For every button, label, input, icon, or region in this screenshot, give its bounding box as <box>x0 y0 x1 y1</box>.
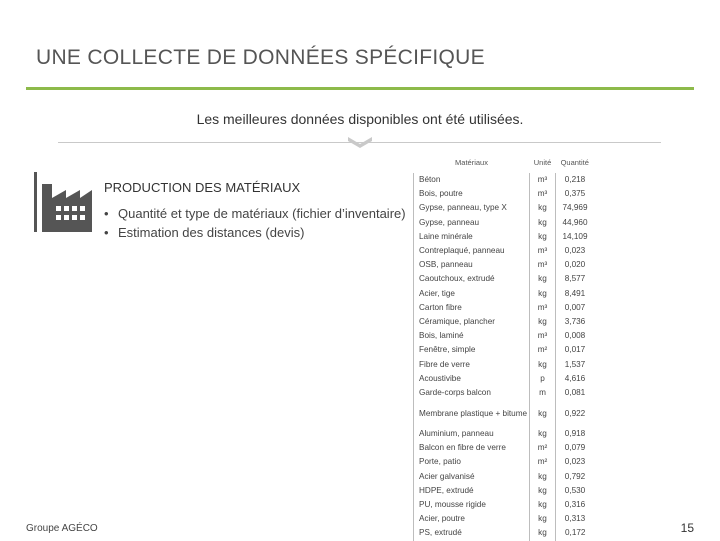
table-row <box>414 187 595 201</box>
footer-organization: Groupe AGÉCO <box>26 523 98 534</box>
unit-cell: m³ <box>530 301 556 315</box>
quantity-cell: 0,922 <box>564 408 586 418</box>
quantity-cell: 0,023 <box>564 246 586 256</box>
material-cell: Gypse, panneau, type X <box>414 201 530 215</box>
material-cell: PS, extrudé <box>414 526 530 540</box>
table-row <box>414 372 595 386</box>
quantity-cell: 0,017 <box>564 345 586 355</box>
unit-cell: kg <box>530 201 556 215</box>
chevron-down-icon <box>346 133 374 149</box>
table-row <box>414 329 595 343</box>
material-cell: Balcon en fibre de verre <box>414 441 530 455</box>
unit-cell: m² <box>530 441 556 455</box>
unit-cell: kg <box>530 287 556 301</box>
unit-cell: m <box>530 386 556 400</box>
quantity-cell: 0,007 <box>564 302 586 312</box>
table-row <box>414 244 595 258</box>
unit-cell: kg <box>530 357 556 371</box>
unit-cell: kg <box>530 272 556 286</box>
column-header-materials: Matériaux <box>455 157 488 167</box>
quantity-cell: 8,577 <box>564 274 586 284</box>
quantity-cell: 0,918 <box>564 429 586 439</box>
material-cell: Acier, poutre <box>414 512 530 526</box>
material-cell: Céramique, plancher <box>414 315 530 329</box>
quantity-cell: 1,537 <box>564 359 586 369</box>
unit-cell: m³ <box>530 173 556 187</box>
material-cell: HDPE, extrudé <box>414 484 530 498</box>
quantity-cell: 0,316 <box>564 500 586 510</box>
table-row <box>414 386 595 400</box>
unit-cell: kg <box>530 470 556 484</box>
table-row <box>414 230 595 244</box>
quantity-cell: 0,530 <box>564 485 586 495</box>
material-cell: Porte, patio <box>414 455 530 469</box>
quantity-cell: 4,616 <box>564 373 586 383</box>
unit-cell: m³ <box>530 244 556 258</box>
unit-cell: kg <box>530 512 556 526</box>
bullet-item: • Quantité et type de matériaux (fichier d’inventaire) <box>104 204 406 223</box>
material-cell: Membrane plastique + bitume <box>414 400 530 427</box>
table-row <box>414 301 595 315</box>
unit-cell: m³ <box>530 258 556 272</box>
table-row <box>414 201 595 215</box>
unit-cell: kg <box>530 526 556 540</box>
unit-cell: kg <box>530 400 556 427</box>
material-cell: Aluminium, panneau <box>414 427 530 441</box>
quantity-cell: 0,023 <box>564 457 586 467</box>
unit-cell: kg <box>530 484 556 498</box>
table-row <box>414 343 595 357</box>
table-row <box>414 512 595 526</box>
table-row <box>414 498 595 512</box>
bullet-list <box>104 204 406 242</box>
material-cell: Fibre de verre <box>414 357 530 371</box>
quantity-cell: 0,313 <box>564 514 586 524</box>
table-row <box>414 216 595 230</box>
material-cell: Contreplaqué, panneau <box>414 244 530 258</box>
column-header-quantity: Quantité <box>560 157 589 167</box>
material-cell: Gypse, panneau <box>414 216 530 230</box>
material-cell: Caoutchoux, extrudé <box>414 272 530 286</box>
quantity-cell: 0,218 <box>564 175 586 185</box>
material-cell: Acoustivibe <box>414 372 530 386</box>
table-row <box>414 484 595 498</box>
quantity-cell: 14,109 <box>562 231 588 241</box>
quantity-cell: 0,792 <box>564 471 586 481</box>
unit-cell: kg <box>530 216 556 230</box>
quantity-cell: 74,969 <box>562 203 588 213</box>
table-row <box>414 400 595 427</box>
column-header-unit: Unité <box>533 157 552 167</box>
table-row <box>414 315 595 329</box>
slide-title: UNE COLLECTE DE DONNÉES SPÉCIFIQUE <box>36 46 485 69</box>
bullet-item: • Estimation des distances (devis) <box>104 223 406 242</box>
table-row <box>414 173 595 187</box>
material-cell: Acier, tige <box>414 287 530 301</box>
unit-cell: p <box>530 372 556 386</box>
material-cell: Bois, laminé <box>414 329 530 343</box>
material-cell: PU, mousse rigide <box>414 498 530 512</box>
unit-cell: kg <box>530 427 556 441</box>
material-cell: Béton <box>414 173 530 187</box>
quantity-cell: 0,375 <box>564 189 586 199</box>
table-row <box>414 357 595 371</box>
quantity-cell: 0,020 <box>564 260 586 270</box>
unit-cell: kg <box>530 498 556 512</box>
slide-subtitle: Les meilleures données disponibles ont été utilisées. <box>196 111 524 127</box>
unit-cell: kg <box>530 315 556 329</box>
page-number: 15 <box>680 521 694 535</box>
table-row <box>414 441 595 455</box>
title-underline <box>26 87 694 90</box>
material-cell: Garde-corps balcon <box>414 386 530 400</box>
quantity-cell: 0,008 <box>564 331 586 341</box>
unit-cell: m³ <box>530 187 556 201</box>
material-cell: Acier galvanisé <box>414 470 530 484</box>
table-row <box>414 258 595 272</box>
quantity-cell: 0,079 <box>564 443 586 453</box>
unit-cell: kg <box>530 230 556 244</box>
materials-table <box>413 151 596 541</box>
quantity-cell: 3,736 <box>564 316 586 326</box>
section-title: PRODUCTION DES MATÉRIAUX <box>104 180 301 195</box>
unit-cell: m² <box>530 455 556 469</box>
material-cell: Fenêtre, simple <box>414 343 530 357</box>
unit-cell: m³ <box>530 329 556 343</box>
table-row <box>414 427 595 441</box>
material-cell: Carton fibre <box>414 301 530 315</box>
quantity-cell: 0,172 <box>565 528 586 538</box>
table-row <box>414 526 595 540</box>
table-row <box>414 272 595 286</box>
table-row <box>414 287 595 301</box>
material-cell: Laine minérale <box>414 230 530 244</box>
quantity-cell: 0,081 <box>564 387 586 397</box>
material-cell: Bois, poutre <box>414 187 530 201</box>
quantity-cell: 44,960 <box>562 217 588 227</box>
material-cell: OSB, panneau <box>414 258 530 272</box>
table-row <box>414 470 595 484</box>
table-row <box>414 455 595 469</box>
unit-cell: m² <box>530 343 556 357</box>
factory-icon <box>34 172 94 232</box>
quantity-cell: 8,491 <box>564 288 586 298</box>
